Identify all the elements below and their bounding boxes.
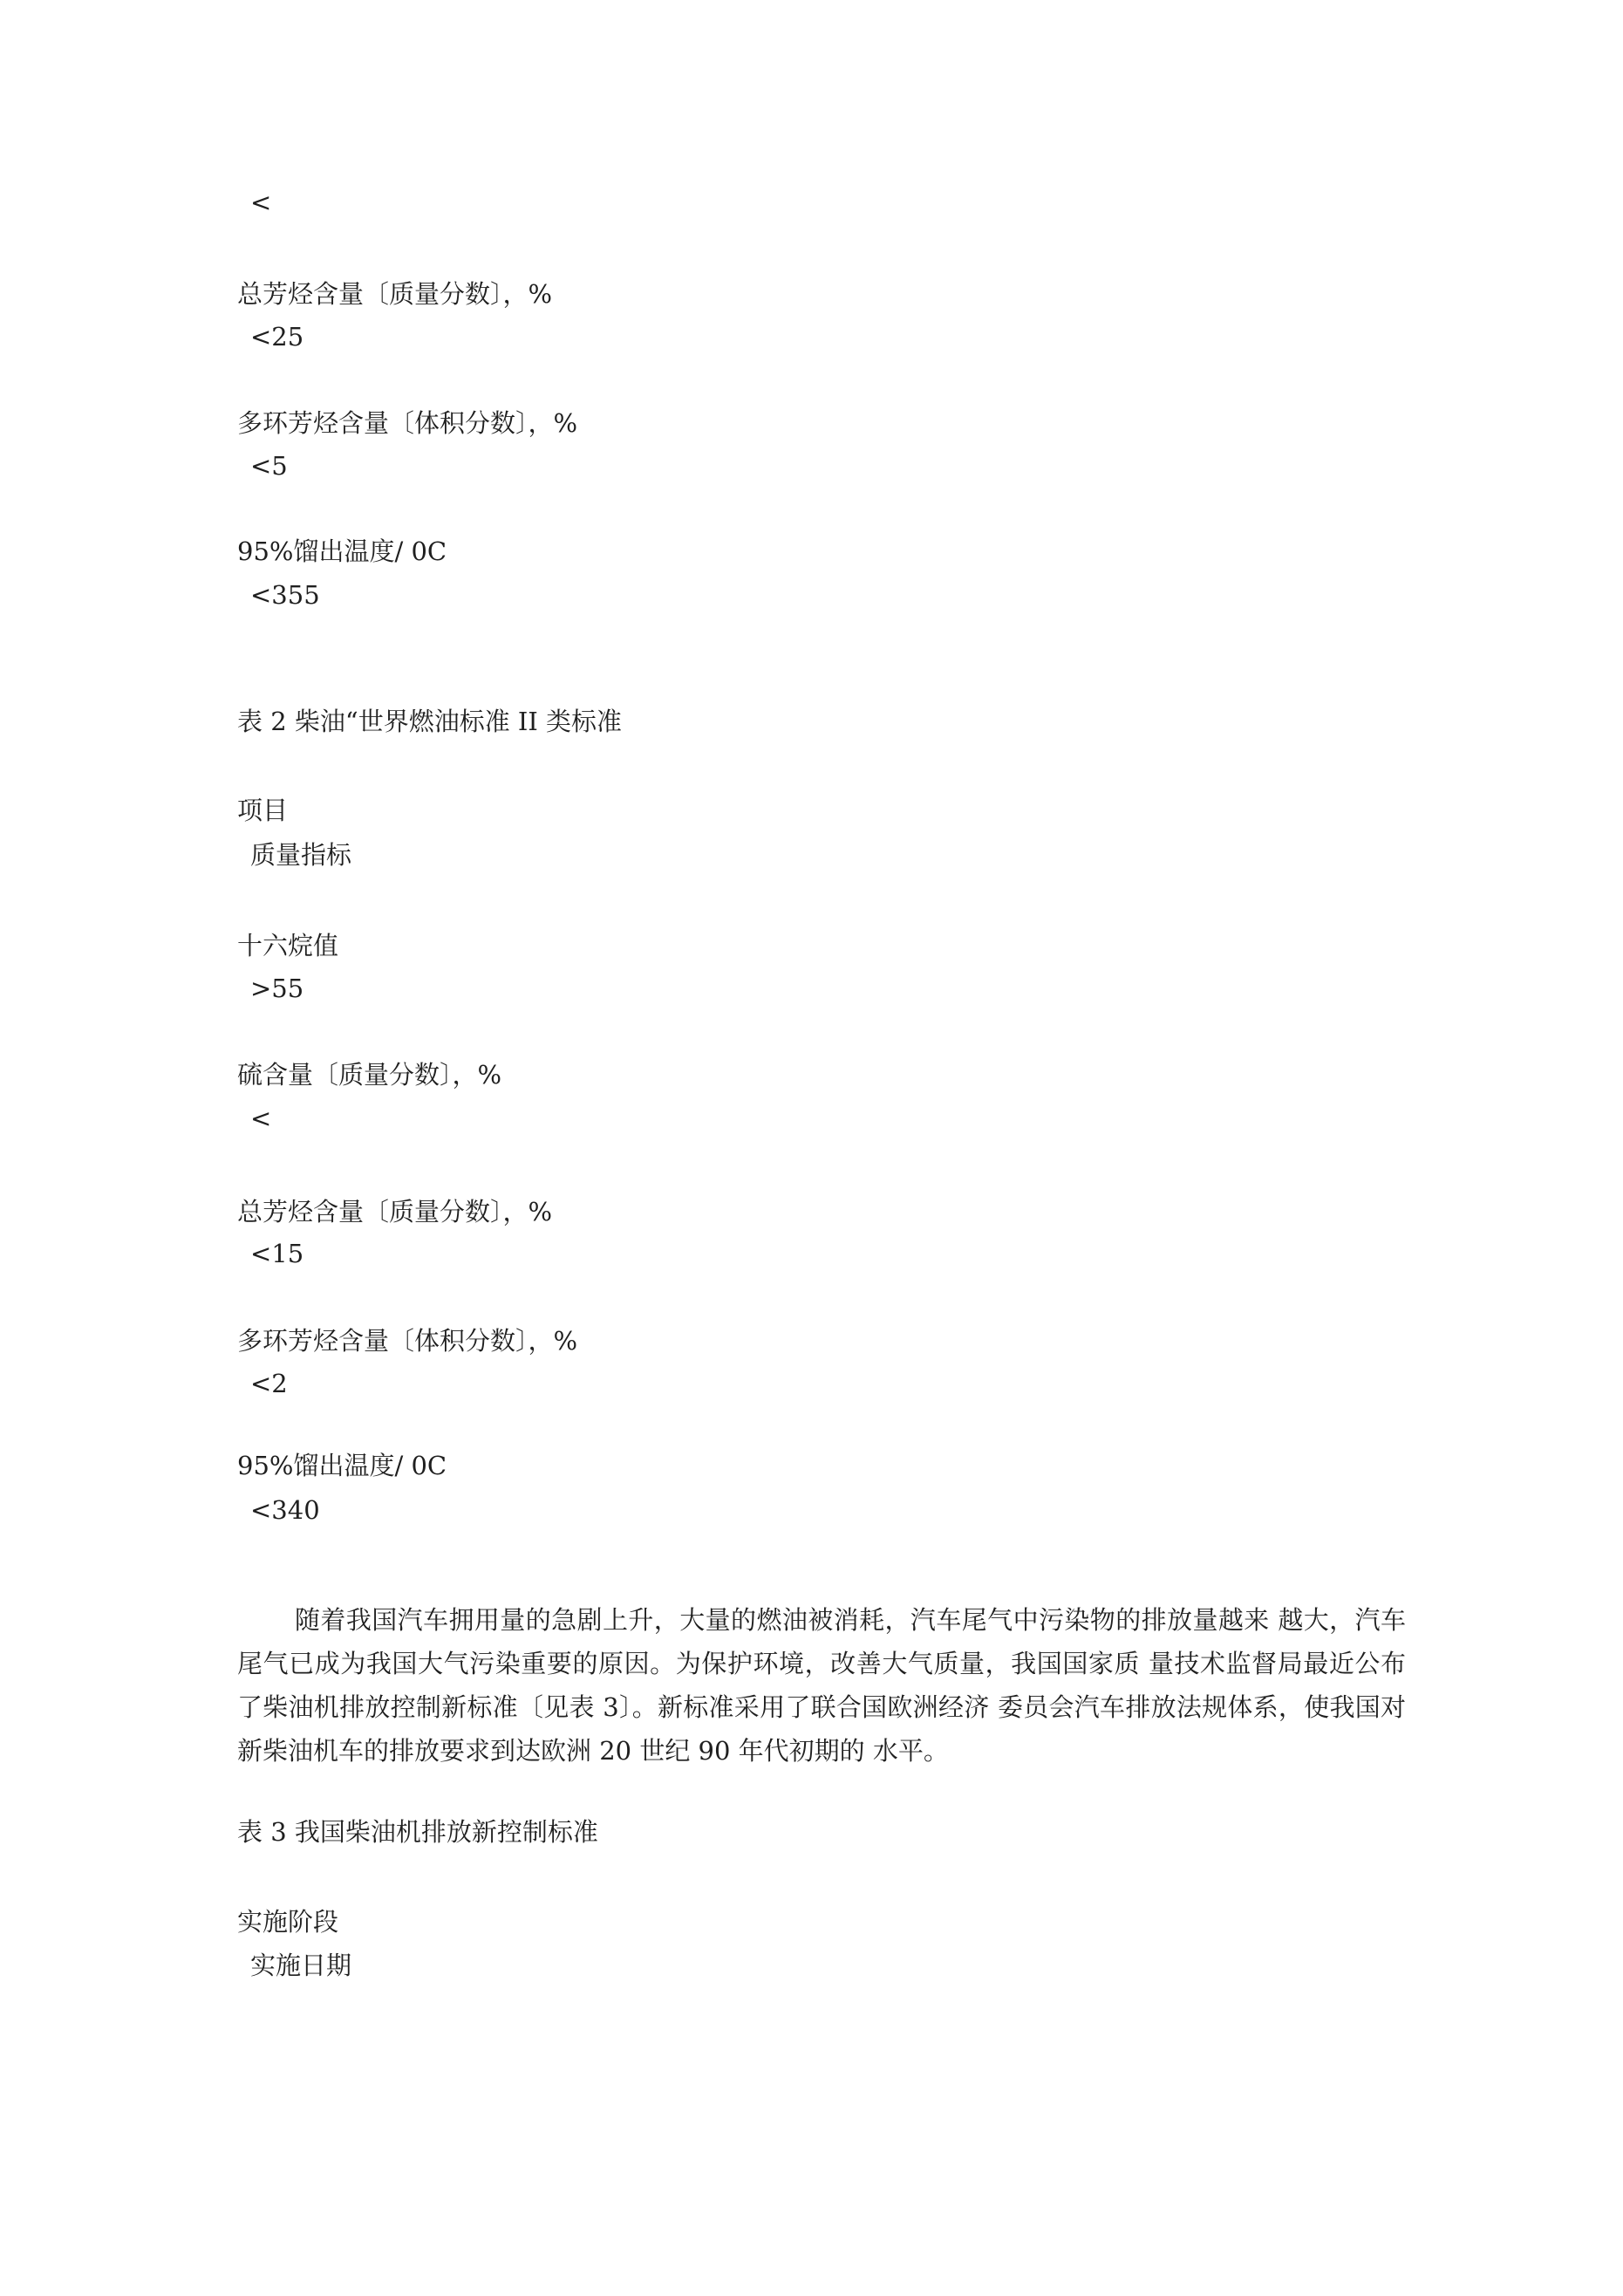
table2-row-value: <15 — [250, 1239, 304, 1268]
table1-row-label: 多环芳烃含量〔体积分数〕，% — [237, 408, 578, 438]
table2-row-label: 硫含量〔质量分数〕，% — [237, 1060, 502, 1090]
table2-row-value: <2 — [250, 1369, 288, 1398]
table1-sulfur-value: < — [250, 188, 272, 217]
body-paragraph: 随着我国汽车拥用量的急剧上升，大量的燃油被消耗，汽车尾气中污染物的排放量越来 越大，汽车尾气已成为我国大气污染重要的原因。为保护环境，改善大气质量，我国国家质 量技术监督局最近公布了柴油机排放控制新标准〔见表 3〕。新标准采用了联合国欧洲经济 委员会汽车排放法规体系，使我国对新柴油机车的排放要求到达欧洲 20 世纪 90 年代初期的 水平。 — [237, 1605, 1406, 1766]
table2-caption: 表 2 柴油“世界燃油标准 II 类标准 — [237, 707, 623, 736]
table1-row-label: 95%馏出温度/ 0C — [237, 536, 447, 566]
table3-header-label: 实施阶段 — [237, 1907, 339, 1937]
table1-row-label: 总芳烃含量〔质量分数〕，% — [237, 279, 553, 309]
table1-row-value: <355 — [250, 580, 320, 610]
table1-row-value: <5 — [250, 451, 288, 481]
table2-row-label: 总芳烃含量〔质量分数〕，% — [237, 1197, 553, 1227]
table1-row-value: <25 — [250, 322, 304, 352]
table3-caption: 表 3 我国柴油机排放新控制标准 — [237, 1817, 598, 1847]
table3-header-value: 实施日期 — [250, 1951, 352, 1980]
table2-row-value: < — [250, 1104, 272, 1133]
table2-row-label: 95%馏出温度/ 0C — [237, 1451, 447, 1480]
table2-row-value: >55 — [250, 974, 304, 1003]
table2-row-value: <340 — [250, 1495, 320, 1525]
table2-row-label: 多环芳烃含量〔体积分数〕，% — [237, 1326, 578, 1356]
table2-header-label: 项目 — [237, 796, 289, 825]
table2-header-value: 质量指标 — [250, 840, 352, 870]
table2-row-label: 十六烷值 — [237, 931, 339, 960]
